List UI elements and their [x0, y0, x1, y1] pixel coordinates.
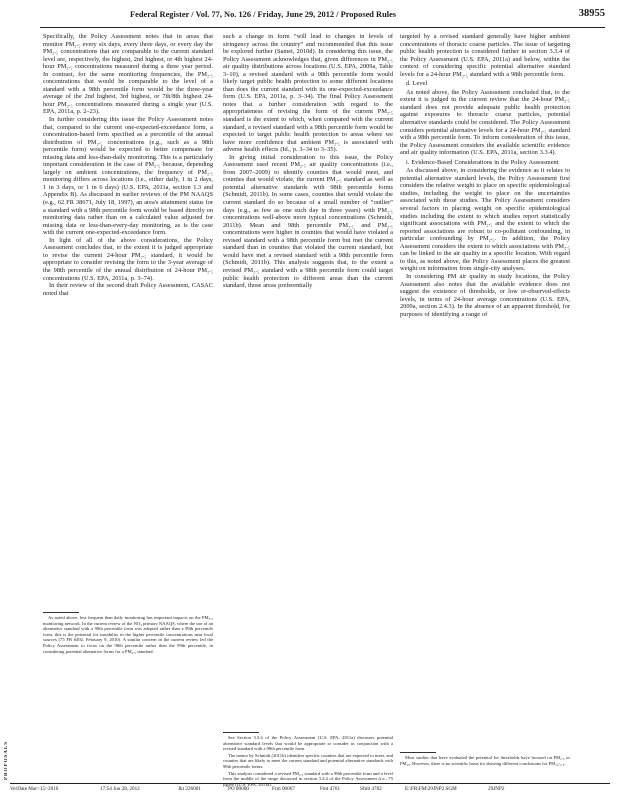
- page-number: 38955: [578, 8, 605, 19]
- running-head-text: Federal Register / Vol. 77, No. 126 / Friday, June 29, 2012 / Proposed Rules: [130, 10, 397, 19]
- section-heading: d. Level: [406, 80, 428, 88]
- paragraph: such a change in form “will lead to changes in levels of stringency across the country” and recommended that this issue be explored further (Samet, 2010d). In considering this issue, the Policy Assessment acknowledges that, given differences in PM₂.₅ air quality distributions across locations (U.S. EPA, 2009a, Table 3–10), a revised standard with a 98th percentile form would likely target public health protection to some different locations than does the current standard with its one-expected-exceedance form (U.S. EPA, 2011a, p. 3–34). The final Policy Assessment notes that a further consideration with regard to the appropriateness of revising the form of the current PM₂.₅ standard is the extent to which, when compared with the current standard, a revised standard with a 98th percentile form would be expected to target public health protection to areas where we have more confidence that ambient PM₂.₅ is associated with adverse health effects (Id., p. 3–34 to 3–35).: [223, 33, 393, 154]
- paragraph: targeted by a revised standard generally have higher ambient concentrations of thoracic coarse particles. The issue of targeting public health protection is considered further in section 3.3.4 of the Policy Assessment (U.S. EPA, 2011a) and below, within the context of considering specific potential alternative standard levels for a 24-hour PM₂.₅ standard with a 98th percentile form.: [400, 33, 570, 78]
- footnote: This analysis considered a revised PM₂.₅ standard with a 98th percentile form and a level from the middle of the range discussed in section 3.3.4 of the Policy Assessment (i.e., 75 µg/m³) (U.S. EPA, 2011a).: [223, 770, 393, 787]
- footer-rule: [10, 783, 610, 784]
- footer-time: 17:54 Jun 28, 2012: [100, 786, 140, 792]
- paragraph: In giving initial consideration to this issue, the Policy Assessment used recent PM₂.₅ air quality concentrations (i.e., from 2007–2009) to identify counties that would meet, and counties that would violate, the current PM₂.₅ standard as well as potential alternative standards with 98th percentile forms (Schmidt, 2011b). In some cases, counties that would violate the current standard do so because of a small number of “outlier” days (e.g., as few as one such day in three years) with PM₂.₅ concentrations well-above more typical concentrations (Schmidt, 2011b). Mean and 98th percentile PM₂.₅ and PM₂.₅ concentrations were higher in counties that would have violated a revised standard with a 98th percentile form but met the current standard than in counties that violated the current standard, but would have met a revised standard with a 98th percentile form (Schmidt, 2011b). This analysis suggests that, to the extent a revised PM₂.₅ standard with a 98th percentile form could target public health protection to different areas than the current standard, those areas preferentially: [223, 153, 393, 290]
- paragraph: As discussed above, in considering the evidence as it relates to potential alternative standard levels, the Policy Assessment first considers the relative weight to place on specific epidemiological studies, including the weight to place on the uncertainties associated with those studies. The Policy Assessment considers several factors in placing weight on specific epidemiological studies including the extent to which studies report statistically significant associations with PM₂.₅ and the extent to which the reported associations are robust to co-pollutant confounding, in particular confounding by PM₂.₅. In addition, the Policy Assessment considers the extent to which associations with PM₂.₅ can be linked to the air quality in a specific location. With regard to this, as noted above, the Policy Assessment places the greatest weight on information from single-city analyses.: [400, 167, 570, 273]
- header-rule: [40, 27, 605, 28]
- paragraph: In further considering this issue the Policy Assessment notes that, compared to the current one-expected-exceedance form, a concentration-based form specified as a percentile of the annual distribution of PM₂.₅ concentrations (e.g., such as a 98th percentile form) would be expected to better compensate for missing data and less-than-daily monitoring. This is a particularly important consideration in the case of PM₂.₅ because, depending largely on ambient concentrations, the frequency of PM₂.₅ monitoring differs across locations (i.e., either daily, 1 in 2 days, 1 in 3 days, or 1 in 6 days) (U.S. EPA, 2011a, section 1.3 and Appendix B). As discussed in earlier reviews of the PM NAAQS (e.g., 62 FR 38671, July 18, 1997), an area's attainment status for a standard with a 98th percentile form would be based directly on monitoring data rather than on a calculated value adjusted for missing data or less-than-every-day monitoring, as is the case with the current one-expected-exceedance form.: [43, 116, 213, 237]
- paragraph: In their review of the second draft Policy Assessment, CASAC noted that: [43, 282, 213, 297]
- footer-file: E:\FR\FM\29JNP2.SGM: [405, 786, 457, 792]
- paragraph: As noted above, the Policy Assessment concluded that, to the extent it is judged in the current review that the 24-hour PM₂.₅ standard does not provide adequate public health protection against exposures to thoracic coarse particles, potential alternative standards could be considered. The Policy Assessment considers potential alternative levels for a 24-hour PM₂.₅ standard with a 98th percentile form. To inform consideration of this issue, the Policy Assessment considers the available scientific evidence and air quality information (U.S. EPA, 2011a, section 3.3.4).: [400, 88, 570, 157]
- footnote: The memo by Schmidt (2011b) identifies specific counties that are expected to meet, and counties that are likely to meet the current standard and potential alternative standards with 98th percentile forms.: [223, 752, 393, 769]
- footnotes-column-1: [43, 615, 213, 655]
- footnotes-column-2: [223, 735, 393, 788]
- footnote: As noted above, less frequent than daily monitoring has important impacts on the PM₂.₅ monitoring network. In the current review of the NO₂ primary NAAQS, where the use of an alternative standard with a 98th percentile form was adopted rather than a 99th percentile form, this is the potential for instability in the higher percentile concentrations near local sources (75 FR 6492, February 9, 2010). A similar concern in the current review led the Policy Assessment to focus on the 98th percentile rather than the 99th percentile, in considering potential alternative forms for a PM₂.₅ standard.: [43, 615, 213, 654]
- footer-code: 29JNP2: [488, 786, 505, 792]
- section-heading: i. Evidence-Based Considerations in the Policy Assessment: [406, 158, 559, 166]
- footnote-rule: [43, 612, 79, 613]
- footer: [10, 786, 610, 796]
- column-3: [400, 33, 570, 318]
- paragraph: Specifically, the Policy Assessment notes that in areas that monitor PM₂.₅ every six days, every three days, or every day the PM₂.₅ concentrations that are comparable to the current standard level are, respectively, the highest, 2nd highest, or 4th highest 24-hour PM₂.₅ concentrations measured during a three year period. In contrast, for the same monitoring frequencies, the PM₂.₅ concentrations that would be comparable to the level of a standard with a 98th percentile form would be the three-year average of the 2nd highest, 3rd highest, or 7th/8th highest 24-hour PM₂.₅ concentrations measured during a single year (U.S. EPA, 2011a, p. 2–23).: [43, 33, 213, 116]
- footnotes-column-3: [400, 755, 570, 767]
- running-header: [40, 8, 605, 26]
- paragraph: In light of all of the above considerations, the Policy Assessment concludes that, to the extent it is judged appropriate to revise the current 24-hour PM₂.₅ standard, it would be appropriate to consider revising the form to the 3-year average of the 98th percentile of the annual distribution of 24-hour PM₂.₅ concentrations (U.S. EPA, 2011a, p. 3–74).: [43, 236, 213, 282]
- footnote-rule: [223, 732, 259, 733]
- footnote: Most studies that have evaluated the potential for thresholds have focused on PM₂.₅ or PM₁₀. However, there is no scientific basis for drawing different conclusions for PM₁₀-₂.₅.: [400, 755, 570, 766]
- footer-sfmt: Sfmt 4702: [360, 786, 382, 792]
- column-1: [43, 33, 213, 297]
- footnote-rule: [400, 752, 436, 753]
- side-tab-label: PROPOSALS: [4, 740, 9, 780]
- footer-fmt: Fmt 4701: [320, 786, 341, 792]
- footer-frm: Frm 00067: [272, 786, 295, 792]
- footer-po: PO 00000: [228, 786, 249, 792]
- column-2: [223, 33, 393, 290]
- footer-verdate: VerDate Mar<15>2010: [10, 786, 59, 792]
- footnote: See Section 3.3.4 of the Policy Assessment (U.S. EPA, 2011a) discusses potential alternative standard levels that would be appropriate to consider in conjunction with a revised standard with a 98th percentile form.: [223, 735, 393, 752]
- paragraph: In considering PM air quality in study locations, the Policy Assessment also notes that the available evidence does not suggest the existence of thresholds, or low or-observed-effects levels, in terms of 24-hour average concentrations (U.S. EPA, 2009a, section 2.4.3). In the absence of an apparent threshold, for purposes of identifying a range of: [400, 272, 570, 318]
- footer-jkt: Jkt 226001: [178, 786, 201, 792]
